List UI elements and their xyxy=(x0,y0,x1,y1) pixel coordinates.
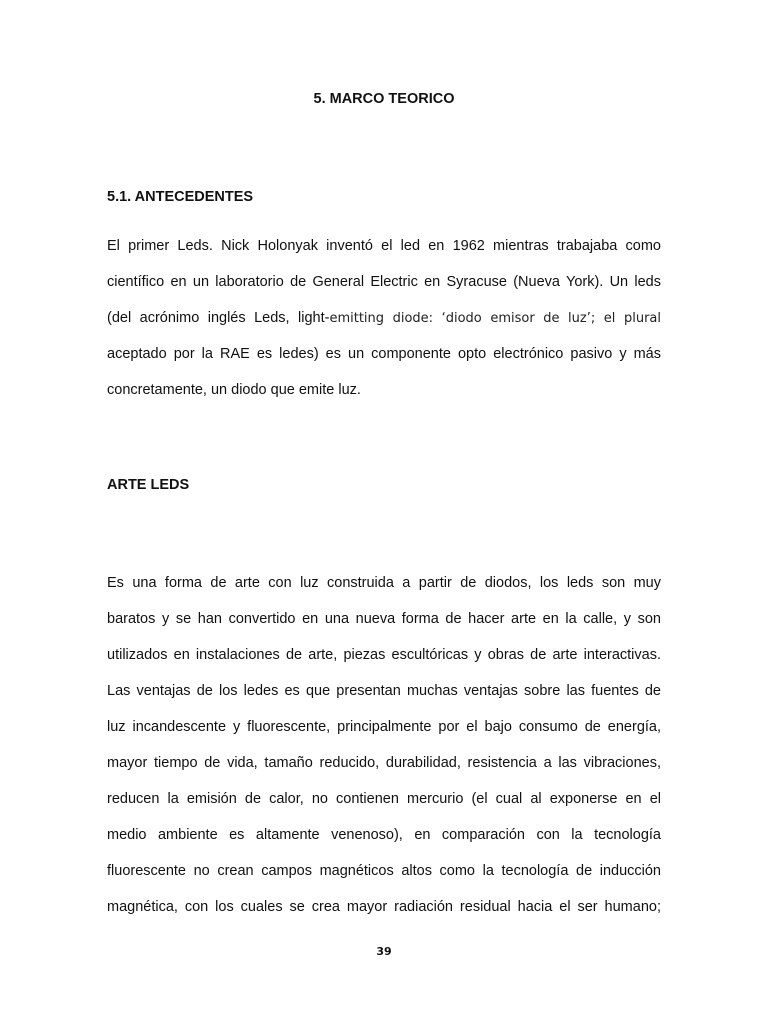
paragraph-line: fluorescente no crean campos magnéticos altos como la tecnología de inducción xyxy=(107,863,661,879)
paragraph-line-part-alt-font: emitting diode: ‘diodo emisor de luz’; el plural xyxy=(329,311,661,326)
paragraph-antecedentes xyxy=(107,228,661,408)
paragraph-arte-leds xyxy=(107,565,661,925)
paragraph-line: Es una forma de arte con luz construida a partir de diodos, los leds son muy xyxy=(107,575,661,591)
paragraph-line: magnética, con los cuales se crea mayor radiación residual hacia el ser humano; xyxy=(107,899,661,915)
paragraph-line: luz incandescente y fluorescente, principalmente por el bajo consumo de energía, xyxy=(107,719,661,735)
page-title: 5. MARCO TEORICO xyxy=(313,91,455,107)
paragraph-line: reducen la emisión de calor, no contienen mercurio (el cual al exponerse en el xyxy=(107,791,661,807)
paragraph-line: Las ventajas de los ledes es que presentan muchas ventajas sobre las fuentes de xyxy=(107,683,661,699)
paragraph-line xyxy=(107,300,661,336)
paragraph-line: El primer Leds. Nick Holonyak inventó el led en 1962 mientras trabajaba como xyxy=(107,238,661,254)
paragraph-line: mayor tiempo de vida, tamaño reducido, durabilidad, resistencia a las vibraciones, xyxy=(107,755,661,771)
paragraph-line: utilizados en instalaciones de arte, piezas escultóricas y obras de arte interactivas. xyxy=(107,647,661,663)
paragraph-line: baratos y se han convertido en una nueva forma de hacer arte en la calle, y son xyxy=(107,611,661,627)
paragraph-line-part: (del acrónimo inglés Leds, light- xyxy=(107,310,330,326)
paragraph-line: aceptado por la RAE es ledes) es un componente opto electrónico pasivo y más xyxy=(107,346,661,362)
section-heading-arte-leds: ARTE LEDS xyxy=(107,477,190,493)
page-number: 39 xyxy=(376,945,392,958)
paragraph-line: concretamente, un diodo que emite luz. xyxy=(107,382,361,398)
section-heading-antecedentes: 5.1. ANTECEDENTES xyxy=(107,189,254,205)
paragraph-line: medio ambiente es altamente venenoso), en comparación con la tecnología xyxy=(107,827,661,843)
paragraph-line: científico en un laboratorio de General Electric en Syracuse (Nueva York). Un leds xyxy=(107,274,661,290)
